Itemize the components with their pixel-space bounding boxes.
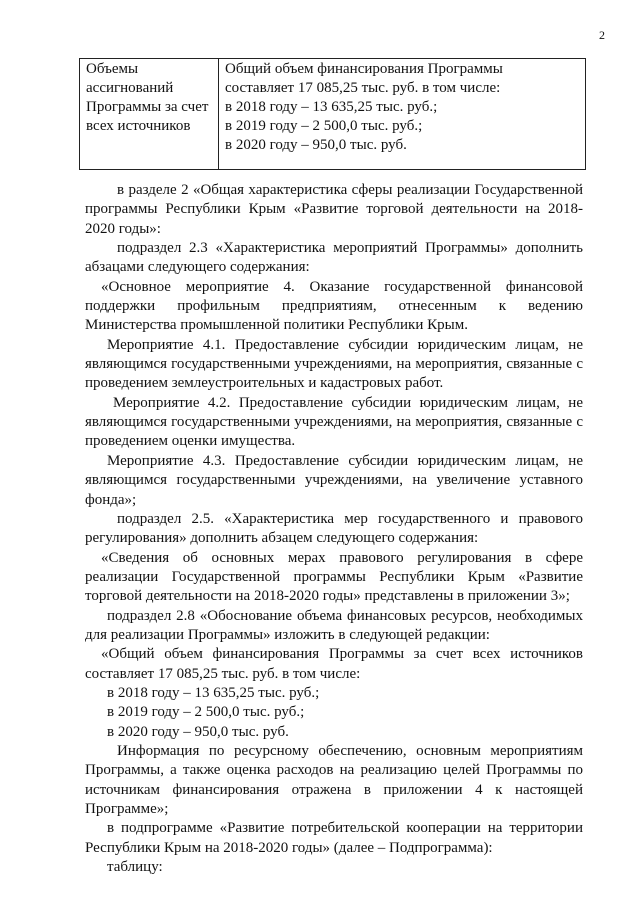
funding-label-line: ассигнований [86, 80, 174, 96]
funding-table-row [80, 59, 586, 170]
paragraph-subprogram: в подпрограмме «Развитие потребительской кооперации на территории Республики Крым на 2018-2020 годы» (далее – Подпрограмма): [85, 820, 583, 856]
funding-label-line: Программы за счет [86, 99, 209, 115]
funding-year-2020: в 2020 году – 950,0 тыс. руб. [107, 723, 289, 740]
paragraph-section-2: в разделе 2 «Общая характеристика сферы реализации Государственной программы Республики Крым «Развитие торговой деятельности на 2018-2020 годы»: [85, 182, 583, 237]
paragraph-subsection-2-8: подраздел 2.8 «Обоснование объема финансовых ресурсов, необходимых для реализации Программы» изложить в следующей редакции: [85, 607, 583, 643]
paragraph-event-4-1: Мероприятие 4.1. Предоставление субсидии юридическим лицам, не являющимся государственными учреждениями, на мероприятия, связанные с проведением землеустроительных и кадастровых работ. [85, 336, 583, 392]
funding-year-2018: в 2018 году – 13 635,25 тыс. руб.; [107, 684, 320, 701]
funding-value-line: в 2019 году – 2 500,0 тыс. руб.; [225, 118, 423, 134]
paragraph-event-4-2: Мероприятие 4.2. Предоставление субсидии юридическим лицам, не являющимся государственными учреждениями, на мероприятия, связанные с проведением оценки имущества. [85, 394, 583, 450]
paragraph-event-4-3: Мероприятие 4.3. Предоставление субсидии юридическим лицам, не являющимся государственными учреждениями, на увеличение уставного фонда»; [85, 452, 583, 508]
paragraph-subsection-2-3: подраздел 2.3 «Характеристика мероприятий Программы» дополнить абзацами следующего содержания: [85, 240, 583, 276]
funding-table [79, 58, 586, 170]
paragraph-resource-info: Информация по ресурсному обеспечению, основным мероприятиям Программы, а также оценка расходов на реализацию целей Программы по источникам финансирования отражена в приложении 4 к настоящей Программе»; [85, 742, 583, 817]
funding-label-line: Объемы [86, 61, 139, 77]
paragraph-legal-measures: «Сведения об основных мерах правового регулирования в сфере реализации Государственной программы Республики Крым «Развитие торговой деятельности на 2018-2020 годы» представлены в приложении 3»; [85, 549, 583, 605]
funding-value-line: в 2020 году – 950,0 тыс. руб. [225, 137, 407, 153]
funding-table-value-cell [219, 59, 586, 170]
document-body [85, 181, 583, 877]
paragraph-subsection-2-5: подраздел 2.5. «Характеристика мер государственного и правового регулирования» дополнить абзацем следующего содержания: [85, 510, 583, 547]
funding-table-label-cell [80, 59, 219, 170]
page-number: 2 [599, 28, 605, 42]
paragraph-total-funding: «Общий объем финансирования Программы за счет всех источников составляет 17 085,25 тыс. руб. в том числе: [85, 646, 583, 682]
paragraph-main-event-4: «Основное мероприятие 4. Оказание государственной финансовой поддержки профильным предприятиям, отнесенным к ведению Министерства промышленной политики Республики Крым. [85, 278, 583, 334]
paragraph-table: таблицу: [107, 859, 163, 876]
funding-year-2019: в 2019 году – 2 500,0 тыс. руб.; [107, 704, 305, 721]
funding-value-line: составляет 17 085,25 тыс. руб. в том числе: [225, 80, 501, 96]
funding-value-line: Общий объем финансирования Программы [225, 61, 503, 77]
funding-value-line: в 2018 году – 13 635,25 тыс. руб.; [225, 99, 438, 115]
funding-label-line: всех источников [86, 118, 191, 134]
